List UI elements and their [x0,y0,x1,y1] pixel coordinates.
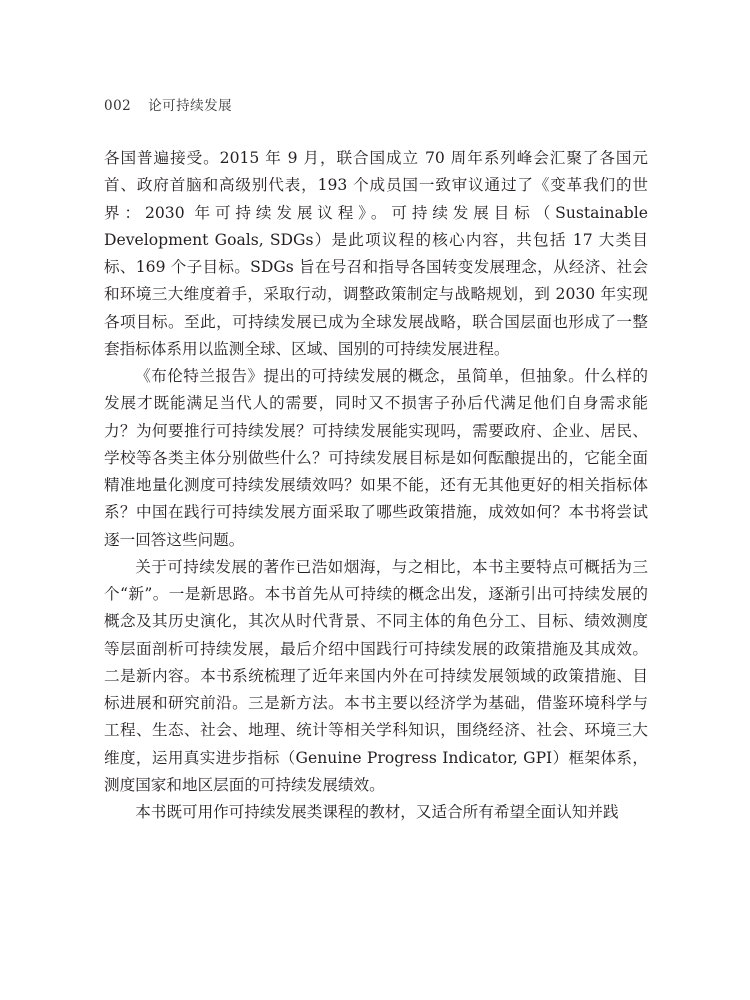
paragraph: 本书既可用作可持续发展类课程的教材，又适合所有希望全面认知并践 [135,803,619,821]
paragraph: 关于可持续发展的著作已浩如烟海，与之相比，本书主要特点可概括为三个“新”。一是新思路。本书首先从可持续的概念出发，逐渐引出可持续发展的概念及其历史演化，其次从时代背景、不同主体的角色分工、目标、绩效测度等层面剖析可持续发展，最后介绍中国践行可持续发展的政策措施及其成效。二是新内容。本书系统梳理了近年来国内外在可持续发展领域的政策措施、目标进展和研究前沿。三是新方法。本书主要以经济学为基础，借鉴环境科学与工程、生态、社会、地理、统计等相关学科知识，围绕经济、社会、环境三大维度，运用真实进步指标（Genuine Progress Indicator, GPI）框架体系，测度国家和地区层面的可持续发展绩效。 [104,557,648,794]
page-number: 002 [104,98,132,114]
book-title: 论可持续发展 [148,98,233,114]
paragraph: 《布伦特兰报告》提出的可持续发展的概念，虽简单，但抽象。什么样的发展才既能满足当代人的需要，同时又不损害子孙后代满足他们自身需求能力？为何要推行可持续发展？可持续发展能实现吗，需要政府、企业、居民、学校等各类主体分别做些什么？可持续发展目标是如何酝酿提出的，它能全面精准地量化测度可持续发展绩效吗？如果不能，还有无其他更好的相关指标体系？中国在践行可持续发展方面采取了哪些政策措施，成效如何？本书将尝试逐一回答这些问题。 [104,367,648,549]
running-header [104,94,232,114]
body-text [104,145,648,826]
paragraph: 各国普遍接受。2015 年 9 月，联合国成立 70 周年系列峰会汇聚了各国元首、政府首脑和高级别代表，193 个成员国一致审议通过了《变革我们的世界：2030 年可持续发展议程》。可持续发展目标（Sustainable Development Goals, SDGs）是此项议程的核心内容，共包括 17 大类目标、169 个子目标。SDGs 旨在号召和指导各国转变发展理念，从经济、社会和环境三大维度着手，采取行动，调整政策制定与战略规划，到 2030 年实现各项目标。至此，可持续发展已成为全球发展战略，联合国层面也形成了一整套指标体系用以监测全球、区域、国别的可持续发展进程。 [104,149,648,358]
